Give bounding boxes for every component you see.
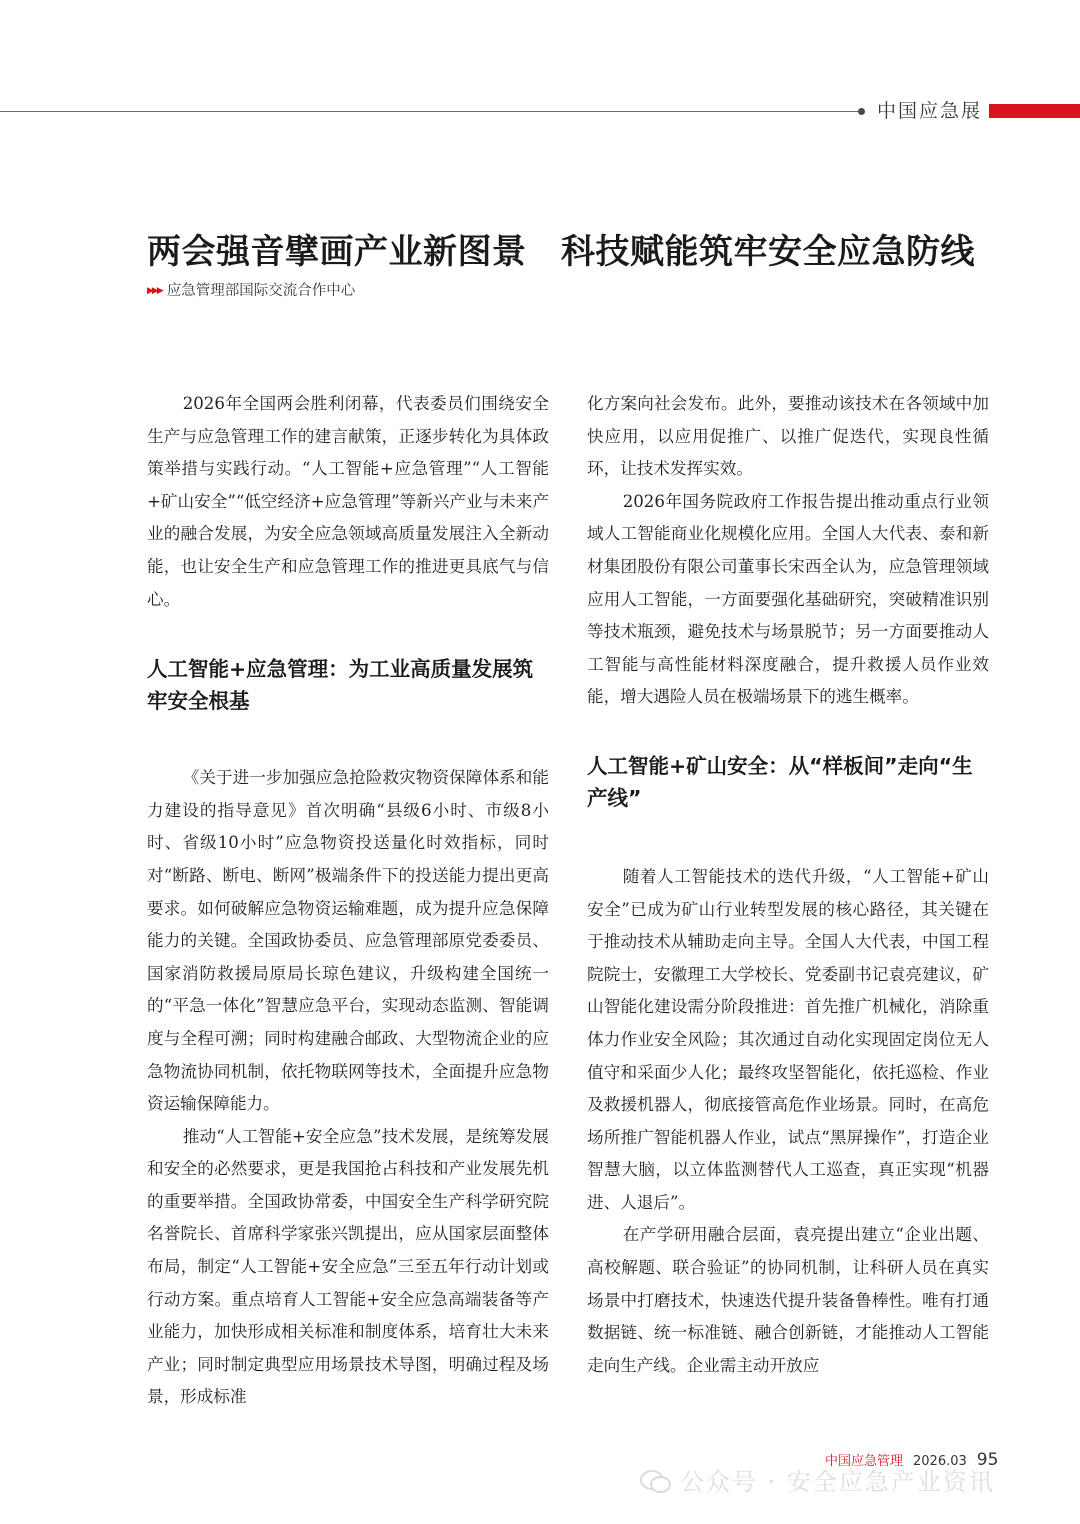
watermark (640, 1462, 995, 1497)
byline-arrows-icon: ▶▶▶ (147, 286, 162, 296)
article-title: 两会强音擘画产业新图景 科技赋能筑牢安全应急防线 (147, 232, 975, 272)
footer-issue: 2026.03 (913, 1454, 967, 1469)
byline (147, 281, 355, 301)
paragraph: 随着人工智能技术的迭代升级，“人工智能+矿山安全”已成为矿山行业转型发展的核心路径，其关键在于推动技术从辅助走向主导。全国人大代表，中国工程院院士，安徽理工大学校长、党委副书记袁亮建议，矿山智能化建设需分阶段推进：首先推广机械化，消除重体力作业安全风险；其次通过自动化实现固定岗位无人值守和采面少人化；最终攻坚智能化，依托巡检、作业及救援机器人，彻底接管高危作业场景。同时，在高危场所推广智能机器人作业，试点“黑屏操作”，打造企业智慧大脑，以立体监测替代人工巡查，真正实现“机器进、人退后”。 (587, 866, 989, 1212)
section-heading: 人工智能+应急管理：为工业高质量发展筑牢安全根基 (147, 657, 534, 714)
wechat-icon (640, 1468, 670, 1492)
paragraph: 2026年国务院政府工作报告提出推动重点行业领域人工智能商业化规模化应用。全国人大代表、泰和新材集团股份有限公司董事长宋西全认为，应急管理领域应用人工智能，一方面要强化基础研究，突破精准识别等技术瓶颈，避免技术与场景脱节；另一方面要推动人工智能与高性能材料深度融合，提升救援人员作业效能，增大遇险人员在极端场景下的逃生概率。 (587, 491, 989, 707)
header-rule-dot (858, 108, 865, 115)
page-number: 95 (976, 1450, 999, 1470)
footer-magazine-name: 中国应急管理 (825, 1454, 904, 1469)
paragraph-continued: 化方案向社会发布。此外，要推动该技术在各领域中加快应用，以应用促推广、以推广促迭代，实现良性循环，让技术发挥实效。 (587, 394, 989, 479)
section-color-bar (989, 104, 1080, 118)
author: 应急管理部国际交流合作中心 (166, 283, 356, 299)
paragraph: 《关于进一步加强应急抢险救灾物资保障体系和能力建设的指导意见》首次明确“县级6小时、市级8小时、省级10小时”应急物资投送量化时效指标，同时对“断路、断电、断网”极端条件下的投送能力提出更高要求。如何破解应急物资运输难题，成为提升应急保障能力的关键。全国政协委员、应急管理部原党委委员、国家消防救援局原局长琼色建议，升级构建全国统一的“平急一体化”智慧应急平台，实现动态监测、智能调度与全程可溯；同时构建融合邮政、大型物流企业的应急物流协同机制，依托物联网等技术，全面提升应急物资运输保障能力。 (147, 768, 549, 1114)
header-rule (0, 111, 862, 112)
watermark-text: 公众号 · 安全应急产业资讯 (680, 1468, 995, 1496)
paragraph: 推动“人工智能+安全应急”技术发展，是统筹发展和安全的必然要求，更是我国抢占科技和产业发展先机的重要举措。全国政协常委，中国安全生产科学研究院名誉院长、首席科学家张兴凯提出，应从国家层面整体布局，制定“人工智能+安全应急”三至五年行动计划或行动方案。重点培育人工智能+安全应急高端装备等产业能力，加快形成相关标准和制度体系，培育壮大未来产业；同时制定典型应用场景技术导图，明确过程及场景，形成标准 (147, 1126, 549, 1407)
right-column (587, 388, 989, 1382)
paragraph: 2026年全国两会胜利闭幕，代表委员们围绕安全生产与应急管理工作的建言献策，正逐步转化为具体政策举措与实践行动。“人工智能+应急管理”“人工智能+矿山安全”“低空经济+应急管理”等新兴产业与未来产业的融合发展，为安全应急领域高质量发展注入全新动能，也让安全生产和应急管理工作的推进更具底气与信心。 (147, 394, 549, 609)
paragraph: 在产学研用融合层面，袁亮提出建立“企业出题、高校解题、联合验证”的协同机制，让科研人员在真实场景中打磨技术，快速迭代提升装备鲁棒性。唯有打通数据链、统一标准链、融合创新链，才能推动人工智能走向生产线。企业需主动开放应 (587, 1225, 989, 1375)
left-column (147, 388, 549, 1414)
section-heading: 人工智能+矿山安全：从“样板间”走向“生产线” (587, 753, 973, 810)
section-label: 中国应急展 (877, 100, 983, 122)
